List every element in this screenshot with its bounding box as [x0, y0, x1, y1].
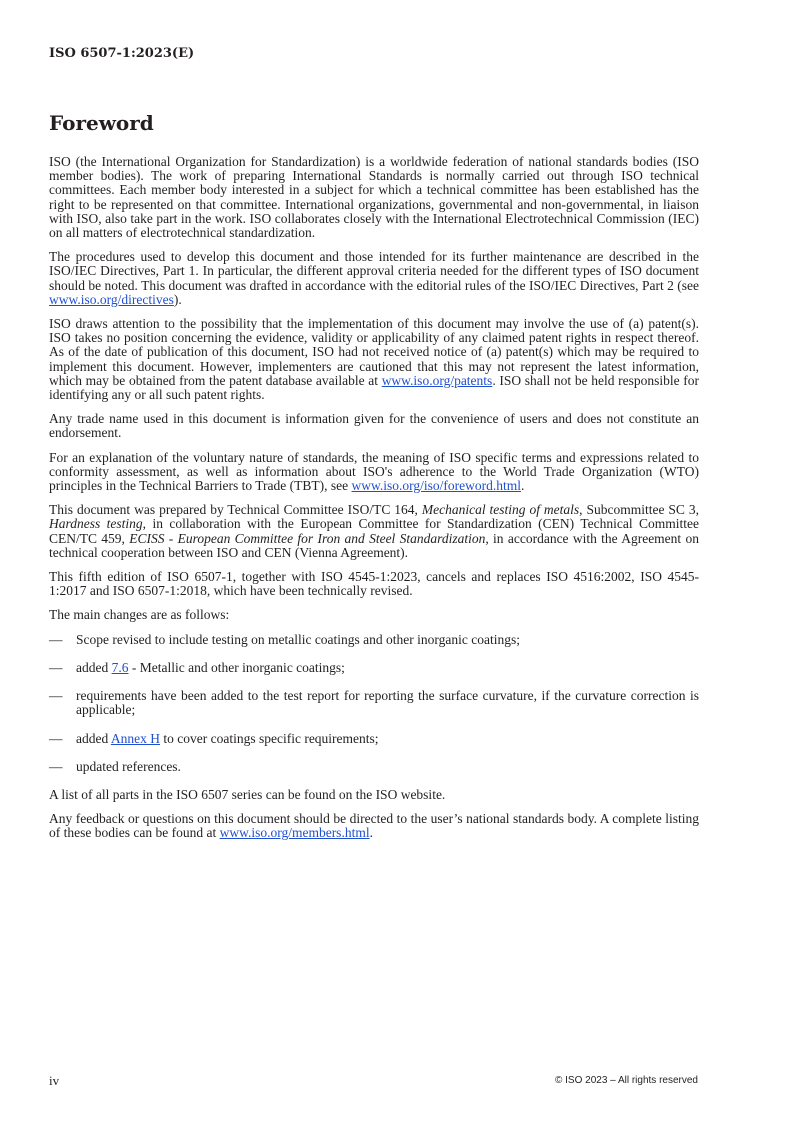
paragraph-patents	[49, 317, 699, 402]
page-title: Foreword	[49, 111, 154, 135]
foreword-link[interactable]: www.iso.org/iso/foreword.html	[351, 478, 521, 494]
list-dash: —	[49, 659, 63, 675]
paragraph-text: ).	[173, 291, 182, 307]
paragraph-main-changes: The main changes are as follows:	[49, 607, 230, 623]
patents-link[interactable]: www.iso.org/patents	[381, 372, 493, 388]
paragraph-text: .	[520, 478, 525, 494]
list-dash: —	[49, 730, 63, 746]
paragraph-series: A list of all parts in the ISO 6507 series can be found on the ISO website.	[49, 786, 446, 802]
paragraph-trade-name: Any trade name used in this document is information given for the convenience of users and does not constitute an endorsement.	[49, 411, 699, 441]
paragraph-text: The procedures used to develop this document and those intended for its further maintenance are described in the ISO/IEC Directives, Part 1. In particular, the different approval criteria needed for the different types of ISO document should be noted. This document was drafted in accordance with the editorial rules of the ISO/IEC Directives, Part 2 (see	[49, 249, 699, 293]
document-id-header: ISO 6507-1:2023(E)	[49, 46, 195, 61]
paragraph-iso-overview: ISO (the International Organization for Standardization) is a worldwide federation of national standards bodies (ISO member bodies). The work of preparing International Standards is normally carried out through ISO technical committees. Each member body interested in a subject for which a technical committee has been established has the right to be represented on that committee. International organizations, governmental and non-governmental, in liaison with ISO, also take part in the work. ISO collaborates closely with the International Electrotechnical Commission (IEC) on all matters of electrotechnical standardization.	[49, 154, 699, 241]
list-dash: —	[49, 688, 63, 704]
list-item	[49, 760, 699, 774]
paragraph-text: .	[369, 825, 373, 841]
list-item-text: requirements have been added to the test report for reporting the surface curvature, if the curvature correction is applicable;	[76, 688, 699, 718]
list-dash: —	[49, 758, 63, 774]
paragraph-text: Any feedback or questions on this document should be directed to the user’s national standards body. A complete listing of these bodies can be found at	[49, 811, 699, 841]
list-item-text: added	[76, 730, 111, 746]
paragraph-text: , in accordance with the Agreement on technical cooperation between ISO and CEN (Vienna Agreement).	[49, 530, 699, 560]
paragraph-text: , in collaboration with the European Committee for Standardization (CEN) Technical Committee CEN/TC 459,	[49, 516, 700, 546]
paragraph-feedback	[49, 812, 699, 840]
list-item-text: updated references.	[76, 758, 181, 774]
paragraph-text: , Subcommittee SC 3,	[579, 502, 700, 518]
list-item	[49, 661, 699, 675]
list-item	[49, 689, 699, 717]
list-item-text: - Metallic and other inorganic coatings;	[128, 659, 345, 675]
paragraph-committee	[49, 503, 699, 560]
paragraph-text: . ISO shall not be held responsible for identifying any or all such patent rights.	[49, 372, 699, 403]
list-item	[49, 633, 699, 647]
subcommittee-title: Hardness testing	[49, 516, 143, 532]
list-item-text: to cover coatings specific requirements;	[160, 730, 379, 746]
paragraph-voluntary-nature	[49, 451, 699, 494]
members-link[interactable]: www.iso.org/members.html	[219, 825, 370, 841]
changes-list	[49, 633, 699, 774]
annex-h-link[interactable]: Annex H	[110, 730, 160, 746]
list-dash: —	[49, 631, 63, 647]
list-item	[49, 732, 699, 746]
paragraph-edition: This fifth edition of ISO 6507-1, together with ISO 4545-1:2023, cancels and replaces ISO 4516:2002, ISO 4545-1:2017 and ISO 6507-1:2018, which have been technically revised.	[49, 569, 699, 599]
page-number: iv	[49, 1073, 60, 1088]
foreword-body	[49, 155, 699, 851]
clause-7-6-link[interactable]: 7.6	[111, 659, 129, 675]
paragraph-text: This document was prepared by Technical Committee ISO/TC 164,	[49, 502, 422, 518]
paragraph-text: For an explanation of the voluntary nature of standards, the meaning of ISO specific terms and expressions related to conformity assessment, as well as information about ISO's adherence to the World Trade Organization (WTO) principles in the Technical Barriers to Trade (TBT), see	[49, 449, 699, 494]
list-item-text: Scope revised to include testing on metallic coatings and other inorganic coatings;	[76, 631, 521, 647]
copyright-notice: © ISO 2023 – All rights reserved	[555, 1075, 698, 1086]
list-item-text: added	[76, 659, 112, 675]
committee-title: Mechanical testing of metals	[421, 502, 580, 518]
paragraph-procedures	[49, 250, 699, 307]
paragraph-text: ISO draws attention to the possibility that the implementation of this document may involve the use of (a) patent(s). ISO takes no position concerning the evidence, validity or applicability of any claimed patent rights in respect thereof. As of the date of publication of this document, ISO had not received notice of (a) patent(s) which may be required to implement this document. However, implementers are cautioned that this may not represent the latest information, which may be obtained from the patent database available at	[49, 316, 699, 388]
directives-link[interactable]: www.iso.org/directives	[49, 291, 174, 307]
cen-committee-title: ECISS - European Committee for Iron and Steel Standardization	[129, 530, 486, 546]
